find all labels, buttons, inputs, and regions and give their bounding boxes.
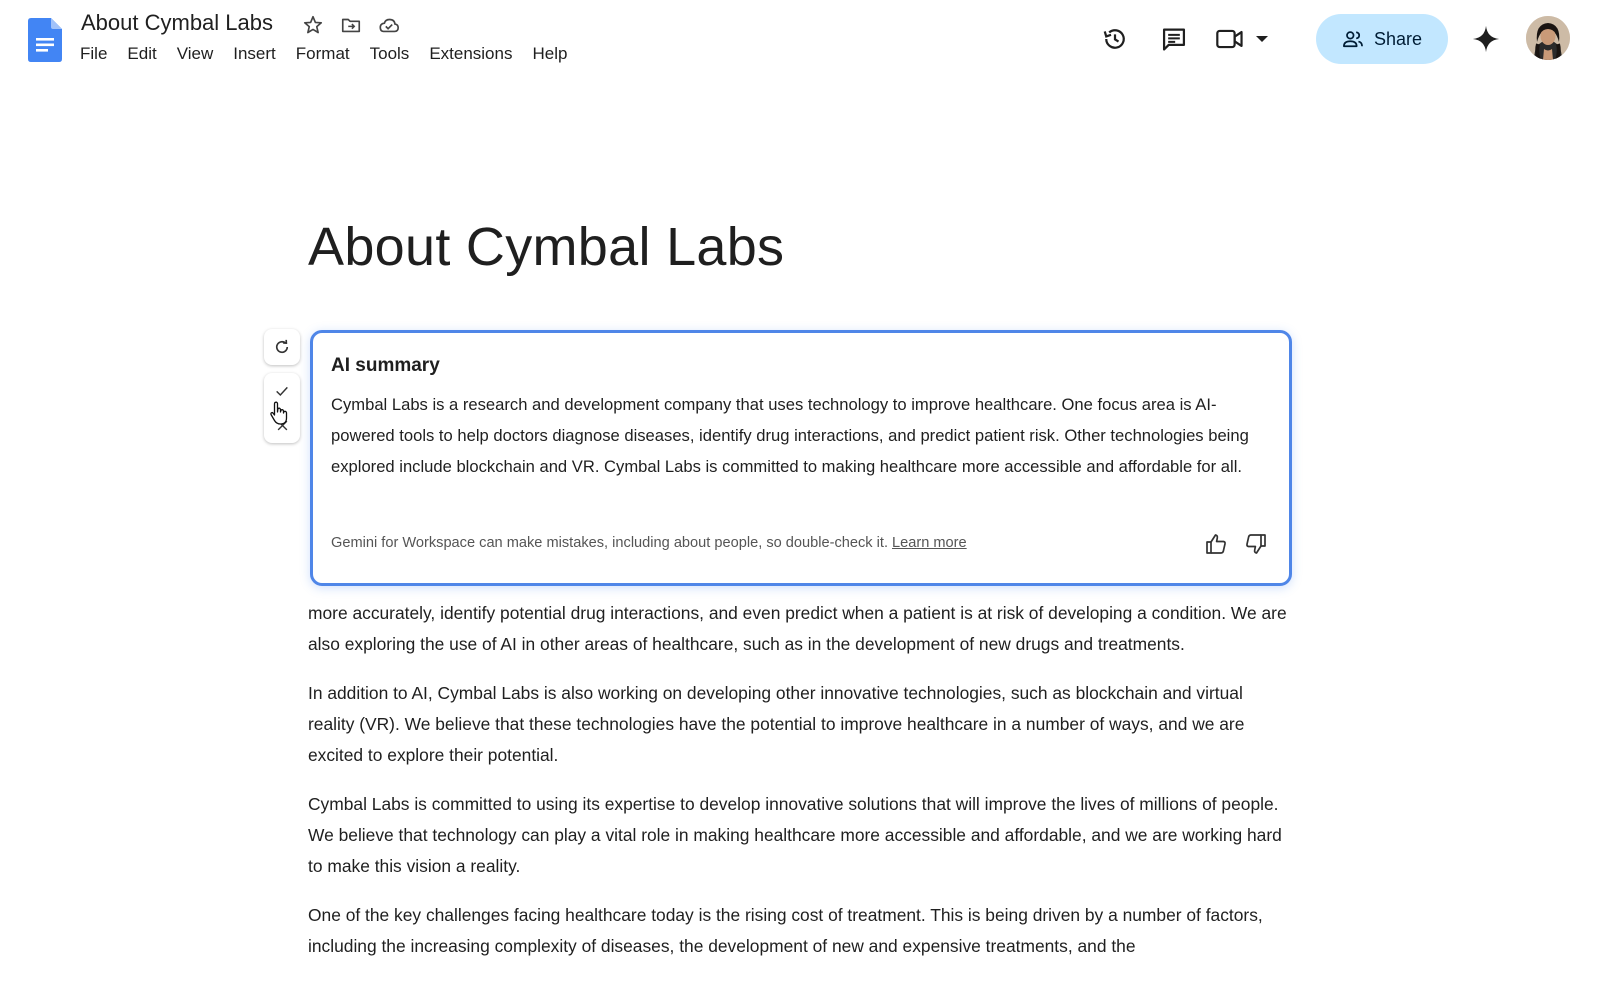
document-body[interactable] [308, 598, 1293, 980]
document-title[interactable]: About Cymbal Labs [81, 10, 273, 35]
refresh-icon[interactable] [264, 329, 300, 365]
ai-summary-text: Cymbal Labs is a research and development company that uses technology to improve healthcare. One focus area is AI-powered tools to help doctors diagnose diseases, identify drug interactions, and predict patient risk. Other technologies being explored include blockchain and VR. Cymbal Labs is committed to making healthcare more accessible and affordable for all. [331, 395, 1249, 476]
ai-disclaimer-text: Gemini for Workspace can make mistakes, including about people, so double-check it. [331, 535, 889, 551]
gemini-sparkle-icon[interactable] [1467, 20, 1505, 58]
menu-file[interactable]: File [80, 44, 108, 63]
share-button[interactable] [1316, 14, 1448, 64]
meet-camera-icon[interactable] [1215, 22, 1285, 56]
share-label: Share [1373, 28, 1423, 49]
menu-insert[interactable]: Insert [233, 44, 276, 63]
learn-more-link[interactable]: Learn more [892, 535, 967, 551]
menu-tools[interactable]: Tools [369, 44, 410, 63]
google-docs-icon[interactable] [28, 18, 62, 62]
comments-icon[interactable] [1157, 22, 1191, 56]
ai-disclaimer [331, 535, 967, 551]
cloud-saved-icon[interactable] [376, 12, 402, 38]
star-icon[interactable] [300, 12, 326, 38]
top-bar [0, 0, 1600, 80]
menu-help[interactable]: Help [532, 44, 568, 63]
paragraph: In addition to AI, Cymbal Labs is also working on developing other innovative technologies, such as blockchain and virtual reality (VR). We believe that these technologies have the potential to improve healthcare in a number of ways, and we are excited to explore their potential. [308, 683, 1245, 765]
menu-extensions[interactable]: Extensions [429, 44, 513, 63]
title-actions [300, 12, 402, 38]
version-history-icon[interactable] [1098, 22, 1132, 56]
check-icon[interactable] [264, 373, 300, 408]
menu-bar [70, 42, 577, 66]
menu-format[interactable]: Format [295, 44, 350, 63]
thumbs-down-icon[interactable] [1241, 529, 1271, 559]
menu-view[interactable]: View [176, 44, 214, 63]
close-icon[interactable] [264, 408, 300, 443]
accept-reject-group [264, 373, 300, 443]
move-to-folder-icon[interactable] [338, 12, 364, 38]
thumbs-up-icon[interactable] [1201, 529, 1231, 559]
paragraph: One of the key challenges facing healthcare today is the rising cost of treatment. This is being driven by a number of factors, including the increasing complexity of diseases, the development of new and expensive treatments, and the [308, 905, 1263, 956]
paragraph: more accurately, identify potential drug interactions, and even predict when a patient is at risk of developing a condition. We are also exploring the use of AI in other areas of healthcare, such as in the development of new drugs and treatments. [308, 603, 1287, 654]
ai-summary-card [310, 330, 1292, 586]
people-icon [1342, 29, 1364, 49]
avatar[interactable] [1526, 16, 1570, 60]
paragraph: Cymbal Labs is committed to using its expertise to develop innovative solutions that will improve the lives of millions of people. We believe that technology can play a vital role in making healthcare more accessible and affordable, and we are working hard to make this vision a reality. [308, 794, 1282, 876]
menu-edit[interactable]: Edit [127, 44, 157, 63]
chevron-down-icon [1255, 34, 1269, 44]
ai-summary-title: AI summary [331, 355, 440, 376]
document-heading[interactable]: About Cymbal Labs [308, 217, 785, 277]
